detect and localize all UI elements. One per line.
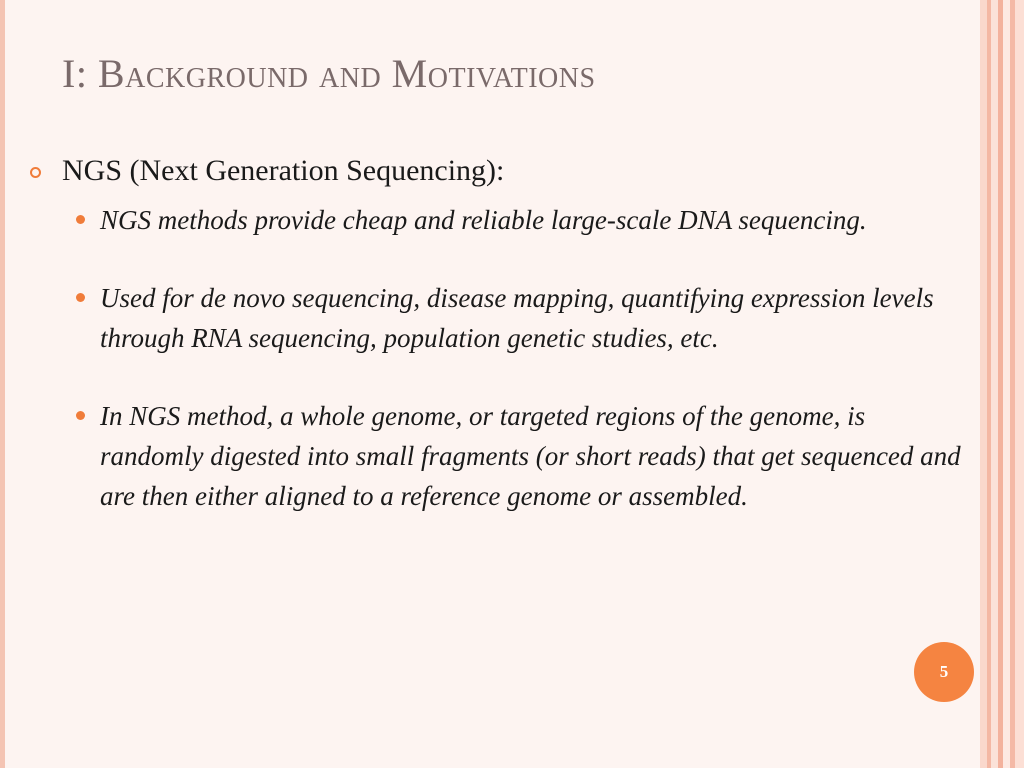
stripe xyxy=(980,0,987,768)
stripe xyxy=(991,0,998,768)
sub-bullet-text: In NGS method, a whole genome, or targeted regions of the genome, is randomly digested into small fragments (or short reads) that get sequenced and are then either aligned to a reference genome or assembled. xyxy=(100,401,961,511)
main-bullet-text: NGS (Next Generation Sequencing): xyxy=(62,154,505,187)
sub-bullet-text: NGS methods provide cheap and reliable large-scale DNA sequencing. xyxy=(100,205,867,235)
hollow-circle-bullet-icon xyxy=(30,167,41,178)
filled-circle-bullet-icon xyxy=(76,411,85,420)
sub-bullet-item xyxy=(70,278,975,358)
sub-bullet-list xyxy=(70,200,975,554)
filled-circle-bullet-icon xyxy=(76,293,85,302)
page-number-badge: 5 xyxy=(914,642,974,702)
sub-bullet-item xyxy=(70,200,975,240)
stripe xyxy=(1015,0,1024,768)
sub-bullet-item xyxy=(70,396,975,516)
sub-bullet-text: Used for de novo sequencing, disease mapping, quantifying expression levels through RNA sequencing, population genetic studies, etc. xyxy=(100,283,934,353)
filled-circle-bullet-icon xyxy=(76,215,85,224)
stripe xyxy=(1003,0,1010,768)
slide-title: I: Background and Motivations xyxy=(62,51,596,96)
